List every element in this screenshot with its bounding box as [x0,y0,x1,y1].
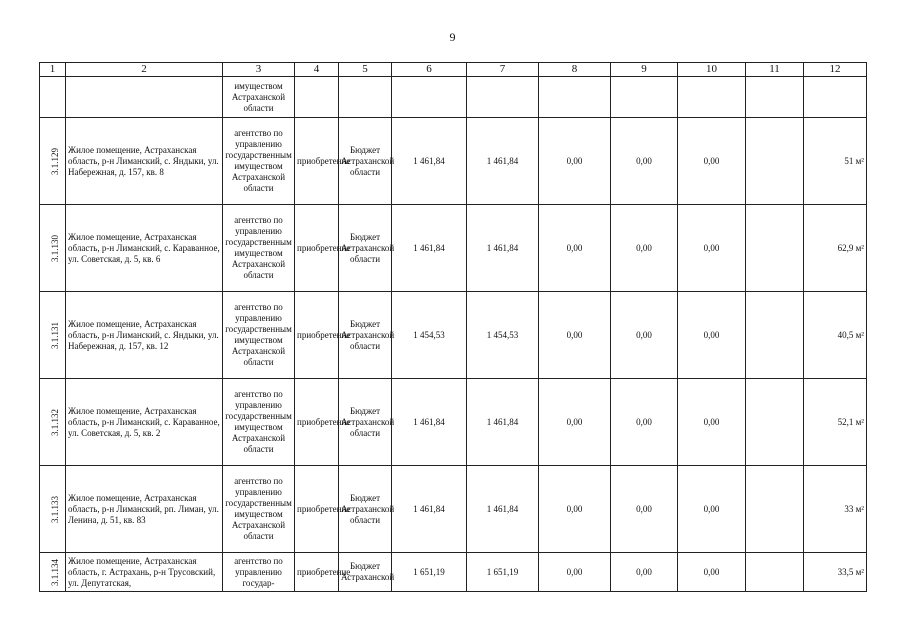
amount-col8-cell: 0,00 [539,466,611,553]
acquisition-type-cell: приобретение [295,205,339,292]
table-row [40,205,867,292]
row-number-cell [40,379,66,466]
amount-col11-cell [746,553,804,592]
cell [678,77,746,118]
funding-source-cell: Бюджет Астраханской области [339,118,392,205]
amount-col9-cell: 0,00 [611,466,678,553]
amount-col8-cell: 0,00 [539,379,611,466]
amount-col6-cell: 1 461,84 [392,466,467,553]
acquisition-type-cell: приобретение [295,118,339,205]
property-name-cell: Жилое помещение, Астраханская область, р-н Лиманский, рп. Лиман, ул. Ленина, д. 51, кв. 83 [66,466,223,553]
amount-col11-cell [746,466,804,553]
column-header-9: 9 [611,63,678,77]
row-number: 3.1.129 [50,147,60,175]
agency-cell: агентство по управлению государственным имуществом Астраханской области [223,379,295,466]
amount-col11-cell [746,118,804,205]
property-name-cell: Жилое помещение, Астраханская область, р-н Лиманский, с. Яндыки, ул. Набережная, д. 157, кв. 12 [66,292,223,379]
column-header-6: 6 [392,63,467,77]
amount-col9-cell: 0,00 [611,379,678,466]
table-row [40,379,867,466]
amount-col10-cell: 0,00 [678,466,746,553]
area-cell: 40,5 м² [804,292,867,379]
column-header-12: 12 [804,63,867,77]
agency-cell: агентство по управлению государственным имуществом Астраханской области [223,118,295,205]
acquisition-type-cell: приобретение [295,466,339,553]
agency-cell: агентство по управлению государственным имуществом Астраханской области [223,466,295,553]
funding-source-cell: Бюджет Астраханской области [339,292,392,379]
continuation-row [40,77,867,118]
agency-cell: имуществом Астраханской области [223,77,295,118]
row-number-cell [40,118,66,205]
cell [539,77,611,118]
amount-col9-cell: 0,00 [611,553,678,592]
amount-col7-cell: 1 651,19 [467,553,539,592]
amount-col6-cell: 1 461,84 [392,205,467,292]
area-cell: 62,9 м² [804,205,867,292]
amount-col10-cell: 0,00 [678,292,746,379]
row-number-cell [40,466,66,553]
table-row [40,118,867,205]
column-header-10: 10 [678,63,746,77]
table-row [40,292,867,379]
funding-source-cell: Бюджет Астраханской области [339,205,392,292]
amount-col11-cell [746,292,804,379]
column-header-2: 2 [66,63,223,77]
amount-col8-cell: 0,00 [539,553,611,592]
cell [295,77,339,118]
column-number-header-row [40,63,867,77]
amount-col9-cell: 0,00 [611,292,678,379]
cell [392,77,467,118]
amount-col7-cell: 1 461,84 [467,205,539,292]
column-header-7: 7 [467,63,539,77]
amount-col8-cell: 0,00 [539,118,611,205]
amount-col11-cell [746,205,804,292]
cell [611,77,678,118]
amount-col6-cell: 1 651,19 [392,553,467,592]
amount-col11-cell [746,379,804,466]
column-header-11: 11 [746,63,804,77]
property-name-cell: Жилое помещение, Астраханская область, г. Астрахань, р-н Трусовский, ул. Депутатская, [66,553,223,592]
row-number: 3.1.133 [50,495,60,523]
funding-source-cell: Бюджет Астраханской области [339,379,392,466]
amount-col8-cell: 0,00 [539,205,611,292]
page-number: 9 [449,30,456,44]
cell [467,77,539,118]
column-header-8: 8 [539,63,611,77]
row-number: 3.1.131 [50,321,60,349]
amount-col10-cell: 0,00 [678,379,746,466]
amount-col7-cell: 1 461,84 [467,466,539,553]
cell [40,77,66,118]
funding-source-cell: Бюджет Астраханской области [339,466,392,553]
row-number: 3.1.134 [50,558,60,586]
amount-col7-cell: 1 461,84 [467,379,539,466]
agency-cell: агентство по управлению государ- [223,553,295,592]
amount-col8-cell: 0,00 [539,292,611,379]
area-cell: 51 м² [804,118,867,205]
row-number-cell [40,553,66,592]
cell [746,77,804,118]
amount-col6-cell: 1 461,84 [392,118,467,205]
acquisition-type-cell: приобретение [295,292,339,379]
funding-source-cell: Бюджет Астраханской [339,553,392,592]
amount-col10-cell: 0,00 [678,205,746,292]
amount-col10-cell: 0,00 [678,553,746,592]
area-cell: 33,5 м² [804,553,867,592]
amount-col6-cell: 1 461,84 [392,379,467,466]
property-name-cell: Жилое помещение, Астраханская область, р-н Лиманский, с. Караванное, ул. Советская, д. 5, кв. 2 [66,379,223,466]
amount-col6-cell: 1 454,53 [392,292,467,379]
row-number: 3.1.130 [50,234,60,262]
amount-col7-cell: 1 454,53 [467,292,539,379]
property-name-cell: Жилое помещение, Астраханская область, р-н Лиманский, с. Караванное, ул. Советская, д. 5, кв. 6 [66,205,223,292]
amount-col9-cell: 0,00 [611,118,678,205]
cell [66,77,223,118]
row-number-cell [40,205,66,292]
table-row [40,466,867,553]
column-header-1: 1 [40,63,66,77]
agency-cell: агентство по управлению государственным имуществом Астраханской области [223,292,295,379]
amount-col9-cell: 0,00 [611,205,678,292]
acquisition-type-cell: приобретение [295,379,339,466]
row-number: 3.1.132 [50,408,60,436]
column-header-4: 4 [295,63,339,77]
area-cell: 33 м² [804,466,867,553]
amount-col10-cell: 0,00 [678,118,746,205]
area-cell: 52,1 м² [804,379,867,466]
cell [804,77,867,118]
amount-col7-cell: 1 461,84 [467,118,539,205]
property-table [39,62,867,592]
property-name-cell: Жилое помещение, Астраханская область, р-н Лиманский, с. Яндыки, ул. Набережная, д. 157, кв. 8 [66,118,223,205]
column-header-3: 3 [223,63,295,77]
cell [339,77,392,118]
acquisition-type-cell: приобретение [295,553,339,592]
row-number-cell [40,292,66,379]
column-header-5: 5 [339,63,392,77]
agency-cell: агентство по управлению государственным имуществом Астраханской области [223,205,295,292]
table-row [40,553,867,592]
